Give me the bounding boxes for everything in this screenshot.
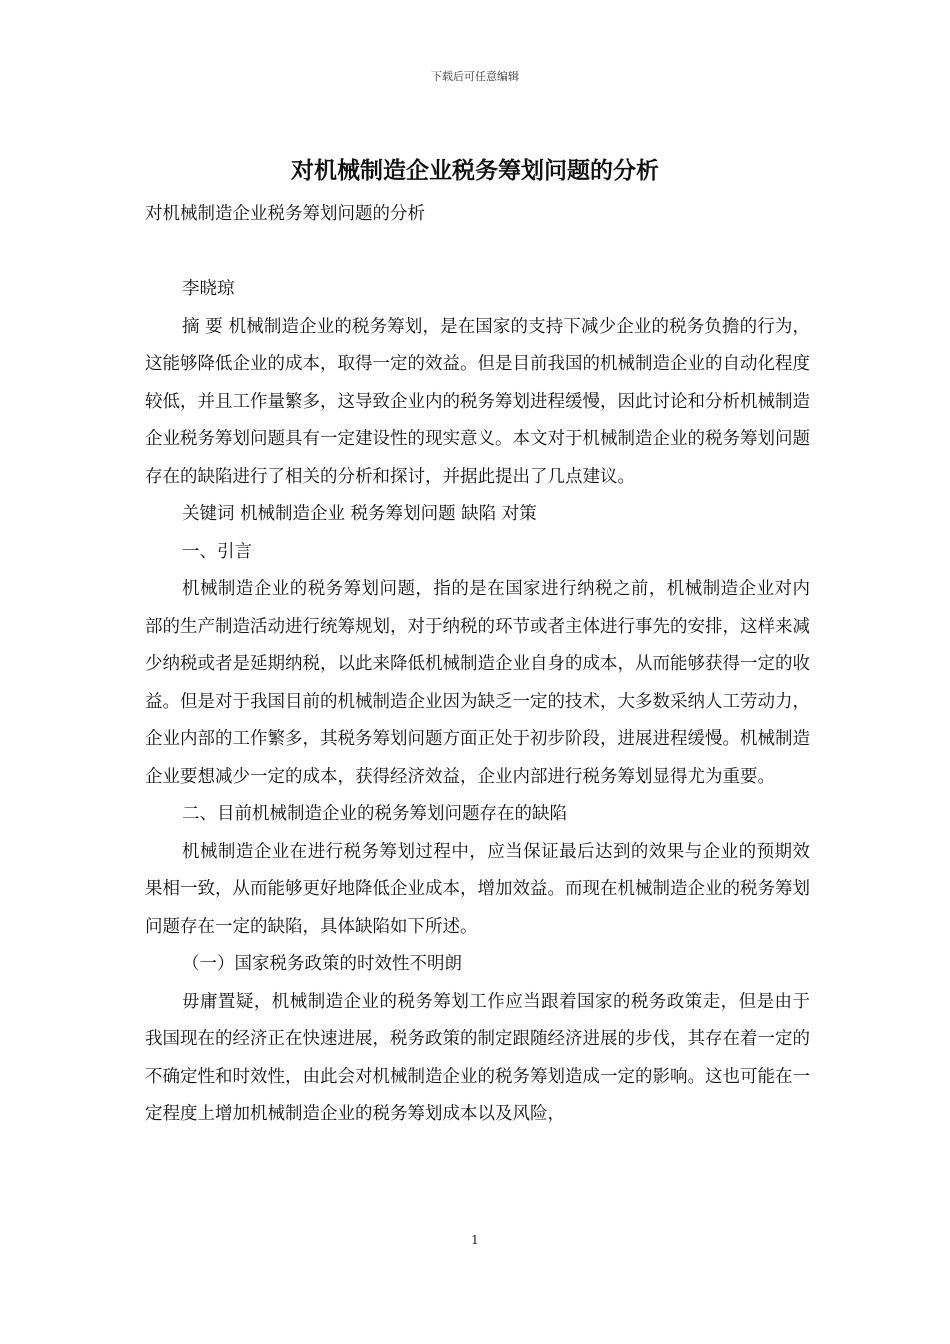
document-body: [145, 196, 810, 1134]
header-note: 下载后可任意编辑: [431, 70, 519, 83]
blank-line: [145, 234, 810, 272]
defects-paragraph: 机械制造企业在进行税务筹划过程中，应当保证最后达到的效果与企业的预期效果相一致，从而能够更好地降低企业成本，增加效益。而现在机械制造企业的税务筹划问题存在一定的缺陷，具体缺陷如下所述。: [145, 841, 810, 937]
subsection-heading-1: （一）国家税务政策的时效性不明朗: [182, 954, 462, 974]
section-heading-intro: 一、引言: [182, 541, 252, 562]
document-title: 对机械制造企业税务筹划问题的分析: [291, 157, 659, 184]
subsection-1-paragraph: 毋庸置疑，机械制造企业的税务筹划工作应当跟着国家的税务政策走，但是由于我国现在的经济正在快速进展，税务政策的制定跟随经济进展的步伐，其存在着一定的不确定性和时效性，由此会对机械制造企业的税务筹划造成一定的影响。这也可能在一定程度上增加机械制造企业的税务筹划成本以及风险，: [145, 991, 810, 1124]
page-number: 1: [471, 1233, 479, 1247]
author: 李晓琼: [182, 279, 235, 299]
keywords-line: 关键词 机械制造企业 税务筹划问题 缺陷 对策: [182, 504, 537, 524]
subtitle: 对机械制造企业税务筹划问题的分析: [145, 204, 425, 224]
intro-paragraph: 机械制造企业的税务筹划问题，指的是在国家进行纳税之前，机械制造企业对内部的生产制造活动进行统筹规划，对于纳税的环节或者主体进行事先的安排，这样来减少纳税或者是延期纳税，以此来降低机械制造企业自身的成本，从而能够获得一定的收益。但是对于我国目前的机械制造企业因为缺乏一定的技术，大多数采纳人工劳动力，企业内部的工作繁多，其税务筹划问题方面正处于初步阶段，进展进程缓慢。机械制造企业要想减少一定的成本，获得经济效益，企业内部进行税务筹划显得尤为重要。: [145, 579, 810, 787]
abstract-paragraph: 摘 要 机械制造企业的税务筹划，是在国家的支持下减少企业的税务负擔的行为，这能够降低企业的成本，取得一定的效益。但是目前我国的机械制造企业的自动化程度较低，并且工作量繁多，这导致企业内的税务筹划进程缓慢，因此讨论和分析机械制造企业税务筹划问题具有一定建设性的现实意义。本文对于机械制造企业的税务筹划问题存在的缺陷进行了相关的分析和探讨，并据此提出了几点建议。: [145, 316, 810, 487]
section-heading-defects: 二、目前机械制造企业的税务筹划问题存在的缺陷: [182, 804, 567, 824]
